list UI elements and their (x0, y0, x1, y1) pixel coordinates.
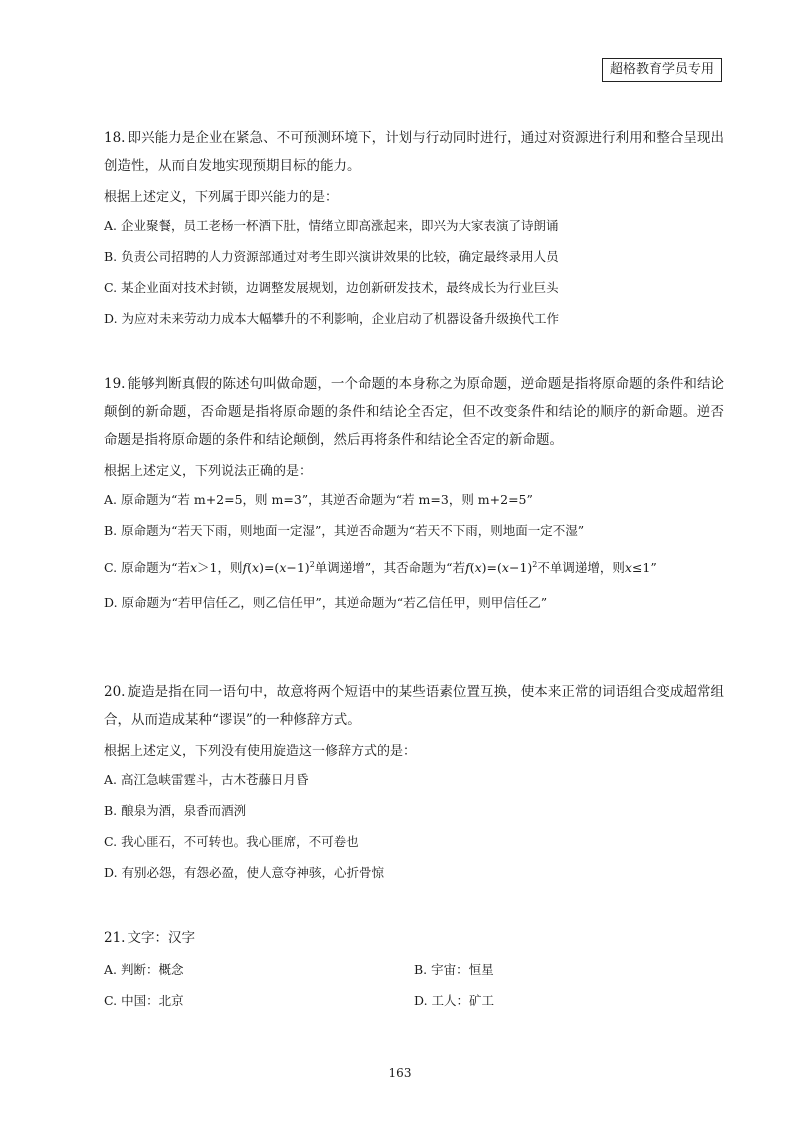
option-c-text: 单调递增”，其否命题为“若 (314, 560, 466, 576)
question-stem (104, 678, 724, 734)
math-var: x (624, 560, 632, 576)
option-c: C. 某企业面对技术封锁，边调整发展规划，边创新研发技术，最终成长为行业巨头 (104, 280, 559, 295)
math-var: f (465, 560, 470, 576)
math-symbol: )=( (259, 560, 280, 576)
question-stem (104, 370, 724, 454)
option-b: B. 酿泉为酒，泉香而酒洌 (104, 803, 247, 818)
question-number: 20. (104, 684, 126, 700)
math-var: x (189, 560, 198, 576)
option-c (104, 552, 724, 581)
question-prompt: 根据上述定义，下列没有使用旋造这一修辞方式的是： (104, 744, 417, 759)
math-symbol: −1) (286, 560, 310, 576)
option-d: D. 原命题为“若甲信任乙，则乙信任甲”，其逆命题为“若乙信任甲，则甲信任乙” (104, 595, 548, 611)
question-18 (104, 124, 724, 340)
option-b: B. 原命题为“若天下雨，则地面一定湿”，其逆否命题为“若天不下雨，则地面一定不湿” (104, 523, 585, 538)
question-prompt: 根据上述定义，下列属于即兴能力的是： (104, 190, 339, 205)
question-number: 21. (104, 930, 126, 946)
options-grid (104, 960, 724, 1022)
page-number: 163 (388, 1066, 412, 1080)
math-symbol: )=( (481, 560, 502, 576)
math-var: x (252, 560, 260, 576)
math-var: f (242, 560, 248, 576)
option-c-text: C. 原命题为“若 (104, 560, 190, 576)
stem-text: 旋造是指在同一语句中，故意将两个短语中的某些语素位置互换，使本来正常的词语组合变成超常组合，从而造成某种“谬误”的一种修辞方式。 (104, 684, 724, 728)
question-number: 19. (104, 376, 126, 392)
math-exponent: 2 (532, 560, 538, 569)
question-stem (104, 924, 724, 952)
option-c: C. 我心匪石，不可转也。我心匪席，不可卷也 (104, 834, 359, 849)
math-symbol: ( (469, 560, 475, 576)
question-stem (104, 124, 724, 180)
stem-text: 文字：汉字 (127, 930, 195, 946)
option-c: C. 中国：北京 (104, 993, 184, 1008)
stem-text: 即兴能力是企业在紧急、不可预测环境下，计划与行动同时进行，通过对资源进行利用和整合呈现出创造性，从而自发地实现预期目标的能力。 (104, 130, 724, 174)
option-d: D. 工人：矿工 (414, 993, 495, 1008)
option-a: A. 高江急峡雷霆斗，古木苍藤日月昏 (104, 772, 309, 787)
math-var: x (474, 560, 482, 576)
option-a: A. 判断：概念 (104, 962, 184, 977)
question-prompt: 根据上述定义，下列说法正确的是： (104, 464, 313, 479)
question-19 (104, 370, 724, 624)
math-var: x (279, 560, 287, 576)
option-c-text: ≤1” (631, 560, 657, 576)
option-a: A. 原命题为“若 m+2=5，则 m=3”，其逆否命题为“若 m=3，则 m+2=5” (104, 492, 533, 507)
header-label: 超格教育学员专用 (602, 58, 722, 82)
math-symbol: ( (247, 560, 253, 576)
option-d: D. 为应对未来劳动力成本大幅攀升的不利影响，企业启动了机器设备升级换代工作 (104, 311, 560, 326)
option-a: A. 企业聚餐，员工老杨一杯酒下肚，情绪立即高涨起来，即兴为大家表演了诗朗诵 (104, 218, 559, 233)
option-b: B. 负责公司招聘的人力资源部通过对考生即兴演讲效果的比较，确定最终录用人员 (104, 249, 559, 264)
question-number: 18. (104, 130, 126, 146)
math-exponent: 2 (309, 560, 315, 569)
option-c-text: ＞1，则 (197, 560, 243, 576)
option-d: D. 有别必怨，有怨必盈，使人意夺神骇，心折骨惊 (104, 865, 385, 880)
option-b: B. 宇宙：恒星 (414, 962, 494, 977)
math-symbol: −1) (508, 560, 533, 576)
math-var: x (501, 560, 509, 576)
stem-text: 能够判断真假的陈述句叫做命题，一个命题的本身称之为原命题，逆命题是指将原命题的条件和结论颠倒的新命题，否命题是指将原命题的条件和结论全否定，但不改变条件和结论的顺序的新命题。逆否命题是指将原命题的条件和结论颠倒，然后再将条件和结论全否定的新命题。 (104, 376, 724, 448)
question-21 (104, 924, 724, 1022)
option-c-text: 不单调递增，则 (537, 560, 625, 576)
question-20 (104, 678, 724, 894)
